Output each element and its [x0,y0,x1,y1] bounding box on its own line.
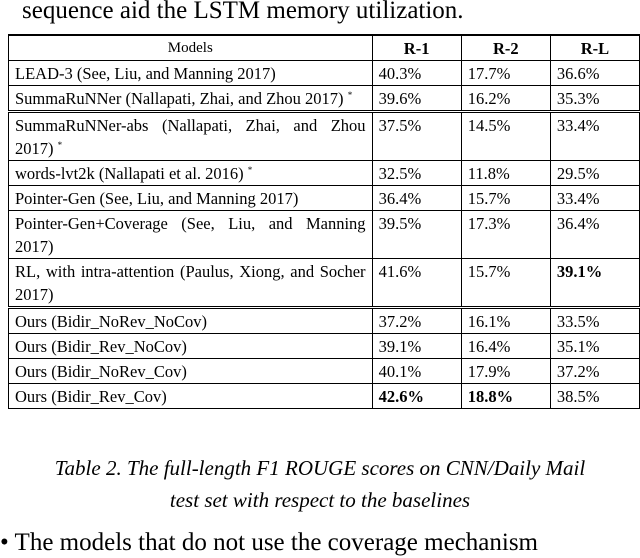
rl-cell: 38.5% [550,384,639,409]
model-cell [9,384,373,409]
rl-best-value: 39.1% [556,262,603,281]
r1-cell: 37.2% [372,308,461,334]
model-name: RL, with intra-attention (Paulus, Xiong, and Socher 2017) [15,262,366,304]
results-table [8,34,640,409]
table-row [9,384,640,409]
header-r2: R-2 [461,35,550,61]
r1-cell: 41.6% [372,259,461,308]
header-rl: R-L [550,35,639,61]
r1-cell: 39.5% [372,211,461,259]
model-cell [9,308,373,334]
model-cell [9,211,373,259]
table-row [9,61,640,86]
rl-cell [550,259,639,308]
r1-cell: 39.6% [372,86,461,112]
preceding-text-line: sequence aid the LSTM memory utilization. [22,0,464,24]
model-name: Ours (Bidir_Rev_Cov) [15,387,167,406]
rl-cell: 29.5% [550,161,639,186]
model-name: Ours (Bidir_Rev_NoCov) [15,337,187,356]
r2-cell: 15.7% [461,259,550,308]
table-row [9,86,640,112]
table-row [9,112,640,161]
table-header-row [9,35,640,61]
footnote-mark: * [347,90,353,100]
model-name: SummaRuNNer-abs (Nallapati, Zhai, and Zhou 2017) [15,116,366,158]
model-cell [9,359,373,384]
model-cell [9,186,373,211]
r2-cell: 16.4% [461,334,550,359]
r1-cell: 40.3% [372,61,461,86]
r1-best-value: 42.6% [378,387,424,406]
r1-cell: 37.5% [372,112,461,161]
model-cell [9,61,373,86]
r2-cell: 16.1% [461,308,550,334]
rl-cell: 35.1% [550,334,639,359]
model-name: SummaRuNNer (Nallapati, Zhai, and Zhou 2017) [15,89,344,108]
rl-cell: 35.3% [550,86,639,112]
model-name: Pointer-Gen (See, Liu, and Manning 2017) [15,189,299,208]
model-cell [9,161,373,186]
caption-line-1: Table 2. The full-length F1 ROUGE scores on CNN/Daily Mail [54,456,586,480]
following-text-line: • The models that do not use the coverage mechanism [0,529,539,556]
rl-cell: 33.5% [550,308,639,334]
table-row [9,211,640,259]
rl-cell: 36.6% [550,61,639,86]
rl-cell: 37.2% [550,359,639,384]
model-cell [9,334,373,359]
rl-cell: 33.4% [550,186,639,211]
header-models: Models [9,35,373,61]
model-name: LEAD-3 (See, Liu, and Manning 2017) [15,64,276,83]
model-cell [9,112,373,161]
model-cell [9,259,373,308]
table-row [9,259,640,308]
model-name: Ours (Bidir_NoRev_Cov) [15,362,187,381]
model-name: words-lvt2k (Nallapati et al. 2016) [15,164,244,183]
caption-line-2: test set with respect to the baselines [169,488,471,512]
r2-cell: 17.3% [461,211,550,259]
rl-cell: 36.4% [550,211,639,259]
model-cell [9,86,373,112]
r1-cell: 39.1% [372,334,461,359]
header-r1: R-1 [372,35,461,61]
r2-cell: 17.9% [461,359,550,384]
table-row [9,359,640,384]
r2-cell: 15.7% [461,186,550,211]
r2-cell: 11.8% [461,161,550,186]
r2-cell: 16.2% [461,86,550,112]
table-row [9,186,640,211]
table-row [9,308,640,334]
rl-cell: 33.4% [550,112,639,161]
footnote-mark: * [247,165,253,175]
r1-cell: 32.5% [372,161,461,186]
r2-cell: 14.5% [461,112,550,161]
table-row [9,334,640,359]
model-name: Pointer-Gen+Coverage (See, Liu, and Manning 2017) [15,214,366,256]
model-name: Ours (Bidir_NoRev_NoCov) [15,312,208,331]
r1-cell: 36.4% [372,186,461,211]
table-caption [0,452,640,516]
r1-cell: 40.1% [372,359,461,384]
r2-cell [461,384,550,409]
footnote-mark: * [57,140,63,150]
r1-cell [372,384,461,409]
r2-best-value: 18.8% [467,387,514,406]
table-row [9,161,640,186]
r2-cell: 17.7% [461,61,550,86]
